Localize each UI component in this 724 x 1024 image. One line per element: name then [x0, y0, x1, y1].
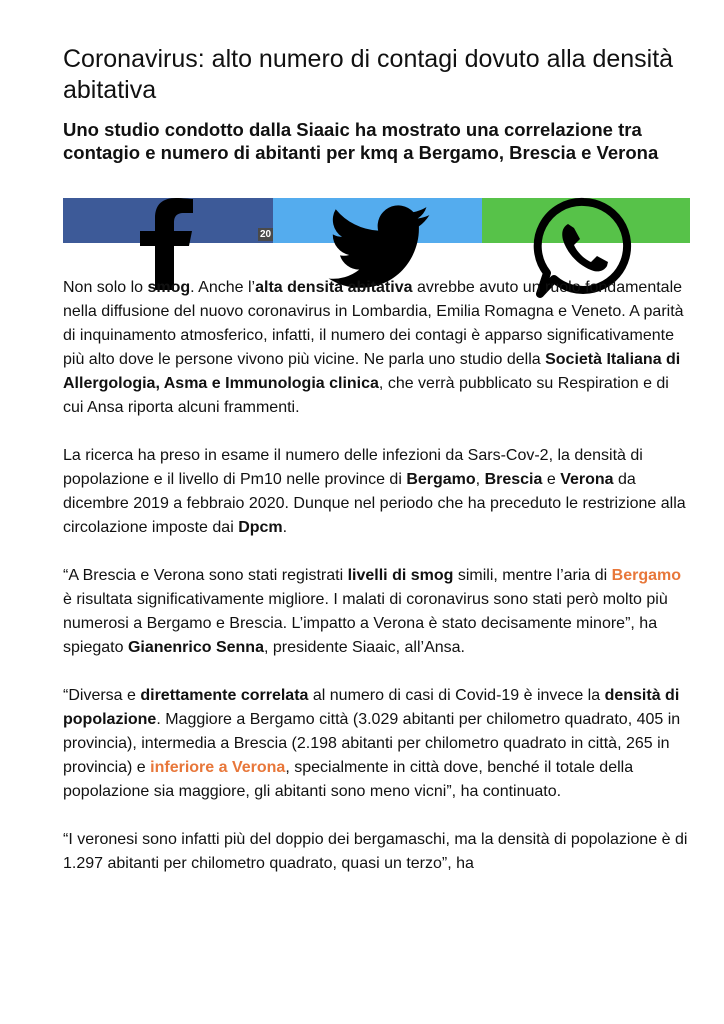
- paragraph-2: [63, 444, 688, 540]
- highlight-bergamo: Bergamo: [406, 471, 476, 488]
- text: “A Brescia e Verona sono stati registrati: [63, 567, 348, 584]
- text: ,: [475, 471, 485, 488]
- text: .: [282, 519, 288, 536]
- paragraph-3: [63, 564, 688, 660]
- highlight-population-density: densità di popolazione: [63, 687, 680, 728]
- text: “I veronesi sono infatti più del doppio dei bergamaschi, ma la densità di popolazione è di 1.297 abitanti per chilometro quadrato, quasi un terzo”, ha: [63, 831, 688, 872]
- text: “Diversa e: [63, 687, 141, 704]
- highlight-smog-levels: livelli di smog: [347, 567, 454, 584]
- article-subtitle: Uno studio condotto dalla Siaaic ha mostrato una correlazione tra contagio e numero di abitanti per kmq a Bergamo, Brescia e Verona: [63, 119, 659, 163]
- text: , che verrà pubblicato su Respiration e di cui Ansa riporta alcuni frammenti.: [63, 375, 669, 416]
- text: . Anche l’: [190, 279, 256, 296]
- text: da dicembre 2019 a febbraio 2020. Dunque nel periodo che ha preceduto le restrizione alla circolazione imposte dai: [63, 471, 686, 536]
- paragraph-1: [63, 276, 688, 420]
- highlight-brescia: Brescia: [484, 471, 543, 488]
- text: è risultata significativamente migliore. I malati di coronavirus sono stati però molto più numerosi a Bergamo e Brescia. L’impatto a Verona è stato decisamente minore”, ha spiegato: [63, 591, 668, 656]
- text: al numero di casi di Covid-19 è invece la: [308, 687, 605, 704]
- highlight-verona: Verona: [560, 471, 614, 488]
- text: La ricerca ha preso in esame il numero delle infezioni da Sars-Cov-2, la densità di popolazione e il livello di Pm10 nelle province di: [63, 447, 643, 488]
- text: Non solo lo: [63, 279, 148, 296]
- text: , presidente Siaaic, all’Ansa.: [263, 639, 465, 656]
- text: avrebbe avuto un ruolo fondamentale nella diffusione del nuovo coronavirus in Lombardia, Emilia Romagna e Veneto. A parità di inquinamento atmosferico, infatti, il numero dei contagi è apparso significativamente più alto dove le persone vivono più vicine. Ne parla uno studio della: [63, 279, 684, 368]
- highlight-smog: smog: [147, 279, 191, 296]
- paragraph-4: [63, 684, 688, 804]
- article-title: Coronavirus: alto numero di contagi dovuto alla densità abitativa: [63, 45, 674, 104]
- highlight-correlated: direttamente correlata: [140, 687, 309, 704]
- text: . Maggiore a Bergamo città (3.029 abitanti per chilometro quadrato, 405 in provincia), intermedia a Brescia (2.198 abitanti per chilometro quadrato in città, 265 in provincia) e: [63, 711, 681, 776]
- highlight-dpcm: Dpcm: [238, 519, 283, 536]
- article-body: [63, 276, 688, 900]
- text: simili, mentre l’aria di: [453, 567, 612, 584]
- facebook-share-count: 20: [260, 229, 272, 240]
- highlight-density: alta densità abitativa: [255, 279, 413, 296]
- highlight-society: Società Italiana di Allergologia, Asma e Immunologia clinica: [63, 351, 681, 392]
- paragraph-5: [63, 828, 688, 876]
- text: , specialmente in città dove, benché il totale della popolazione sia maggiore, gli abitanti sono meno vicni”, ha continuato.: [63, 759, 634, 800]
- highlight-senna: Gianenrico Senna: [127, 639, 264, 656]
- text: e: [542, 471, 561, 488]
- verona-link[interactable]: inferiore a Verona: [150, 759, 286, 776]
- bergamo-link[interactable]: Bergamo: [611, 567, 682, 584]
